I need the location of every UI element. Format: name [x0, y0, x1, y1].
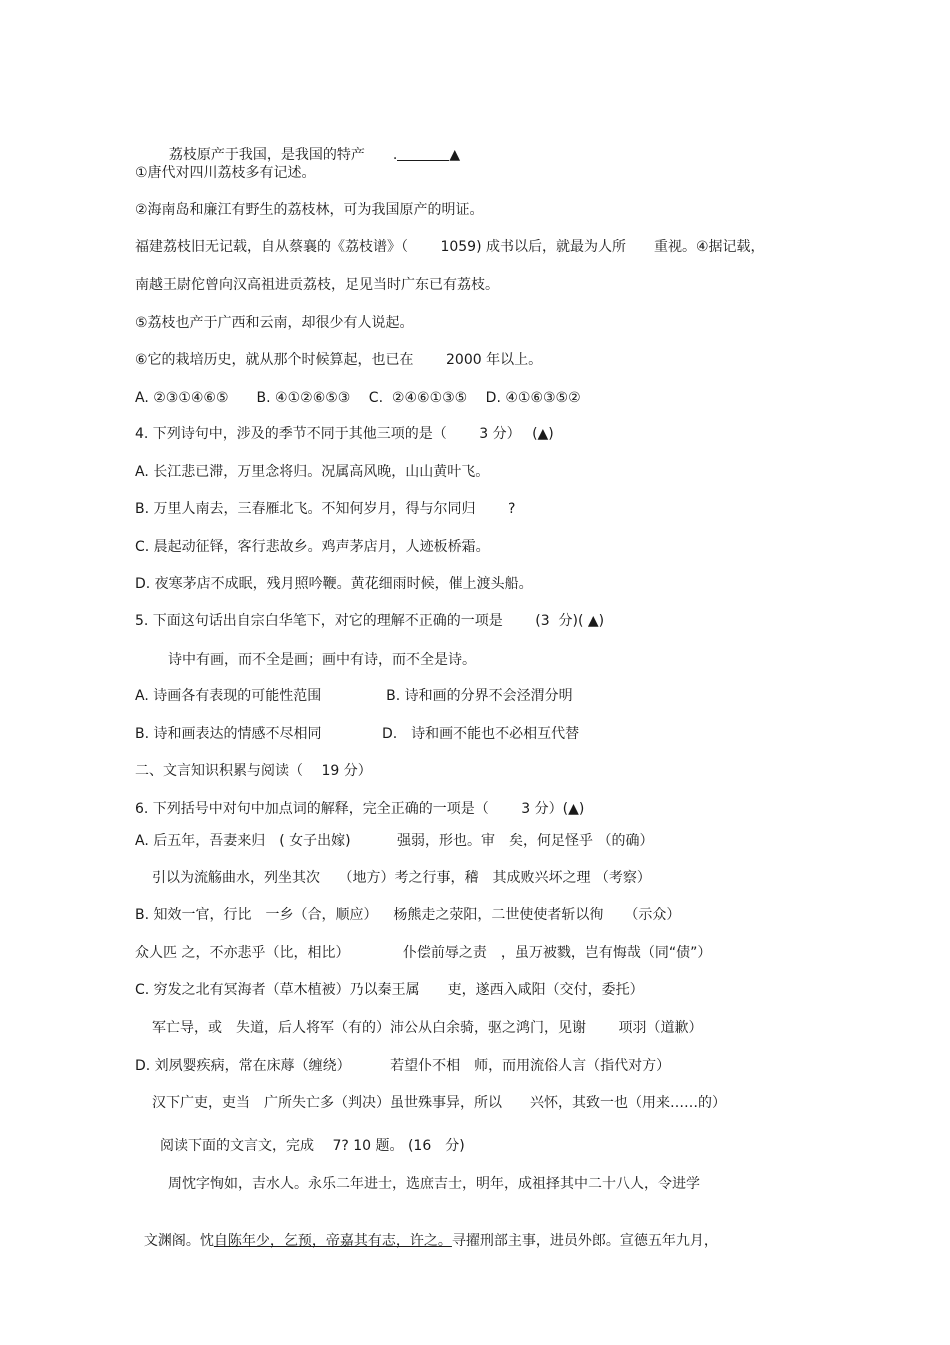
q5-quote: 诗中有画，而不全是画；画中有诗，而不全是诗。 — [168, 652, 476, 668]
passage-line-1: 周忱字恂如，吉水人。永乐二年进士，选庶吉士，明年，成祖择其中二十八人，令进学 — [168, 1176, 700, 1192]
q6-option-d-line2: 汉下广吏，吏当 广所失亡多（判决）虽世殊事异，所以 兴怀，其致一也（用来……的） — [152, 1095, 726, 1111]
q6-option-b-line1: B. 知效一官，行比 一乡（合，顺应） 杨熊走之荥阳，二世使使者斩以徇 （示众） — [135, 907, 681, 923]
triangle-icon: ▲ — [449, 147, 461, 163]
q5-options-cd: B. 诗和画表达的情感不尽相同 D. 诗和画不能也不必相互代替 — [135, 726, 580, 742]
section-2-title: 二、文言知识积累与阅读（ 19 分） — [135, 763, 372, 779]
q6-option-c-line1: C. 穷发之北有冥海者（草木植被）乃以秦王属 吏，遂西入咸阳（交付，委托） — [135, 982, 644, 998]
passage-text: 寻擢刑部主事，进员外郎。宣德五年九月， — [451, 1233, 718, 1249]
answer-blank[interactable] — [397, 146, 449, 161]
q3-sentence-2: ②海南岛和廉江有野生的荔枝林，可为我国原产的明证。 — [135, 202, 484, 218]
q6-stem: 6. 下列括号中对句中加点词的解释，完全正确的一项是（ 3 分）(▲) — [135, 801, 585, 817]
q3-options: A. ②③①④⑥⑤ B. ④①②⑥⑤③ C. ②④⑥①③⑤ D. ④①⑥③⑤② — [135, 390, 581, 406]
q3-sentence-4: 南越王尉佗曾向汉高祖进贡荔枝，足见当时广东已有荔枝。 — [135, 277, 499, 293]
underlined-sentence: 自陈年少，乞预，帝嘉其有志，许之。 — [213, 1233, 452, 1249]
q5-stem: 5. 下面这句话出自宗白华笔下，对它的理解不正确的一项是 (3 分)( ▲) — [135, 613, 605, 629]
q3-sentence-3: 福建荔枝旧无记载，自从蔡襄的《荔枝谱》（ 1059) 成书以后，就最为人所 重视。④据记载， — [135, 239, 765, 255]
passage-text: 文渊阁。忱 — [143, 1233, 214, 1249]
q5-options-ab: A. 诗画各有表现的可能性范围 B. 诗和画的分界不会泾渭分明 — [135, 688, 573, 704]
q4-option-d: D. 夜寒茅店不成眠，残月照吟鞭。黄花细雨时候，催上渡头船。 — [135, 576, 533, 592]
q4-option-c: C. 晨起动征铎，客行悲故乡。鸡声茅店月，人迹板桥霜。 — [135, 539, 490, 555]
q6-option-c-line2: 军亡导，或 失道，后人将军（有的）沛公从白余骑，驱之鸿门，见谢 项羽（道歉） — [152, 1020, 703, 1036]
q3-sentence-1: ①唐代对四川荔枝多有记述。 — [135, 165, 316, 181]
q3-sentence-6: ⑥它的栽培历史，就从那个时候算起，也已在 2000 年以上。 — [135, 352, 543, 368]
q4-option-b: B. 万里人南去，三春雁北飞。不知何岁月，得与尔同归 ? — [135, 501, 516, 517]
q6-option-a-line2: 引以为流觞曲水，列坐其次 （地方）考之行事，稽 其成败兴坏之理 （考察） — [152, 870, 651, 886]
reading-intro: 阅读下面的文言文，完成 7? 10 题。 (16 分) — [160, 1138, 465, 1154]
q4-stem: 4. 下列诗句中，涉及的季节不同于其他三项的是（ 3 分） (▲) — [135, 426, 554, 442]
q3-sentence-5: ⑤荔枝也产于广西和云南，却很少有人说起。 — [135, 315, 414, 331]
q3-stem — [160, 125, 460, 165]
q6-option-d-line1: D. 刘夙婴疾病，常在床蓐（缠绕） 若望仆不相 师，而用流俗人言（指代对方） — [135, 1058, 671, 1074]
q4-option-a: A. 长江悲已滞，万里念将归。况属高风晚，山山黄叶飞。 — [135, 464, 490, 480]
q6-option-b-line2: 众人匹 之，不亦悲乎（比，相比） 仆偿前辱之责 ，虽万被戮，岂有悔哉（同“债”） — [135, 945, 712, 961]
passage-line-2 — [135, 1211, 718, 1251]
q6-option-a-line1: A. 后五年，吾妻来归 ( 女子出嫁) 强弱，形也。审 矣，何足怪乎 （的确） — [135, 833, 654, 849]
q3-stem-text: 荔枝原产于我国，是我国的特产 . — [168, 147, 398, 163]
